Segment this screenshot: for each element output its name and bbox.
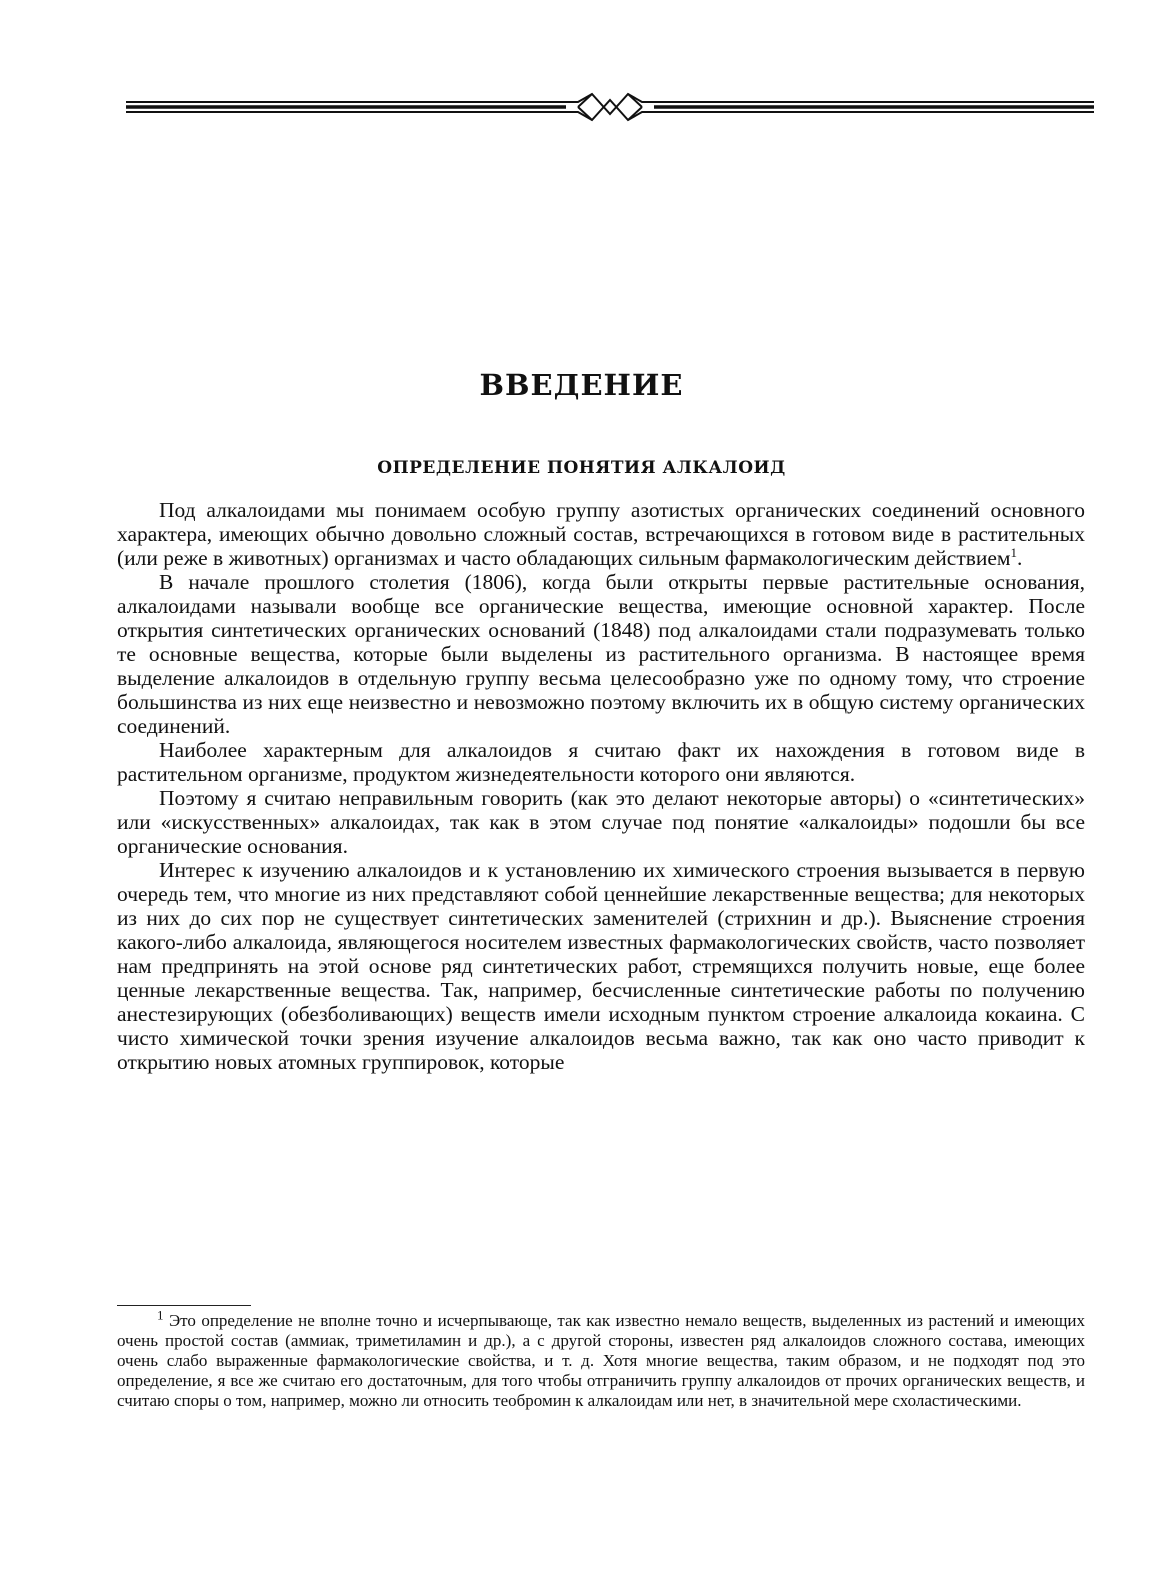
paragraph-4: Поэтому я считаю неправильным говорить (как это делают некоторые авторы) о «синтетических» или «искусственных» алкалоидах, так как в этом случае под понятие «алкалоиды» подошли бы все органические основания.	[117, 786, 1085, 858]
body-text	[117, 498, 1085, 1074]
header-ornament	[126, 92, 1094, 122]
paragraph-1-text: Под алкалоидами мы понимаем особую группу азотистых органических соединений основного характера, имеющих обычно довольно сложный состав, встречающихся в готовом виде в растительных (или реже в животных) организмах и часто обладающих сильным фармакологическим действием	[117, 498, 1085, 570]
footnote	[117, 1307, 1086, 1411]
paragraph-3: Наиболее характерным для алкалоидов я считаю факт их нахождения в готовом виде в растительном организме, продуктом жизнедеятельности которого они являются.	[117, 738, 1085, 786]
chapter-title: ВВЕДЕНИЕ	[479, 368, 684, 402]
footnote-ref[interactable]: 1	[1010, 544, 1018, 560]
footnote-divider	[117, 1305, 251, 1306]
paragraph-1-tail: .	[1017, 546, 1023, 570]
paragraph-2: В начале прошлого столетия (1806), когда были открыты первые растительные основания, алкалоидами называли вообще все органические вещества, имеющие основной характер. После открытия синтетических органических оснований (1848) под алкалоидами стали подразумевать только те основные вещества, которые были выделены из растительного организма. В настоящее время выделение алкалоидов в отдельную группу весьма целесообразно уже по одному тому, что строение большинства из них еще неизвестно и невозможно поэтому включить их в общую систему органических соединений.	[117, 570, 1085, 738]
paragraph-1	[117, 498, 1085, 570]
paragraph-5: Интерес к изучению алкалоидов и к установлению их химического строения вызывается в первую очередь тем, что многие из них представляют собой ценнейшие лекарственные вещества; для некоторых из них до сих пор не существует синтетических заменителей (стрихнин и др.). Выяснение строения какого-либо алкалоида, являющегося носителем известных фармакологических свойств, часто позволяет нам предпринять на этой основе ряд синтетических работ, стремящихся получить новые, еще более ценные лекарственные вещества. Так, например, бесчисленные синтетические работы по получению анестезирующих (обезболивающих) веществ имели исходным пунктом строение алкалоида кокаина. С чисто химической точки зрения изучение алкалоидов весьма важно, так как оно часто приводит к открытию новых атомных группировок, которые	[117, 858, 1085, 1074]
footnote-marker: 1	[157, 1307, 164, 1323]
section-title: ОПРЕДЕЛЕНИЕ ПОНЯТИЯ АЛКАЛОИД	[377, 458, 786, 478]
footnote-text: Это определение не вполне точно и исчерпывающе, так как известно немало веществ, выделенных из растений и имеющих очень простой состав (аммиак, триметиламин и др.), а с другой стороны, известен ряд алкалоидов сложного состава, имеющих очень слабо выраженные фармакологические свойства, и т. д. Хотя многие вещества, таким образом, и не подходят под это определение, я все же считаю его достаточным, для того чтобы отграничить группу алкалоидов от прочих органических веществ, и считаю споры о том, например, можно ли относить теобромин к алкалоидам или нет, в значительной мере схоластическими.	[117, 1311, 1086, 1410]
